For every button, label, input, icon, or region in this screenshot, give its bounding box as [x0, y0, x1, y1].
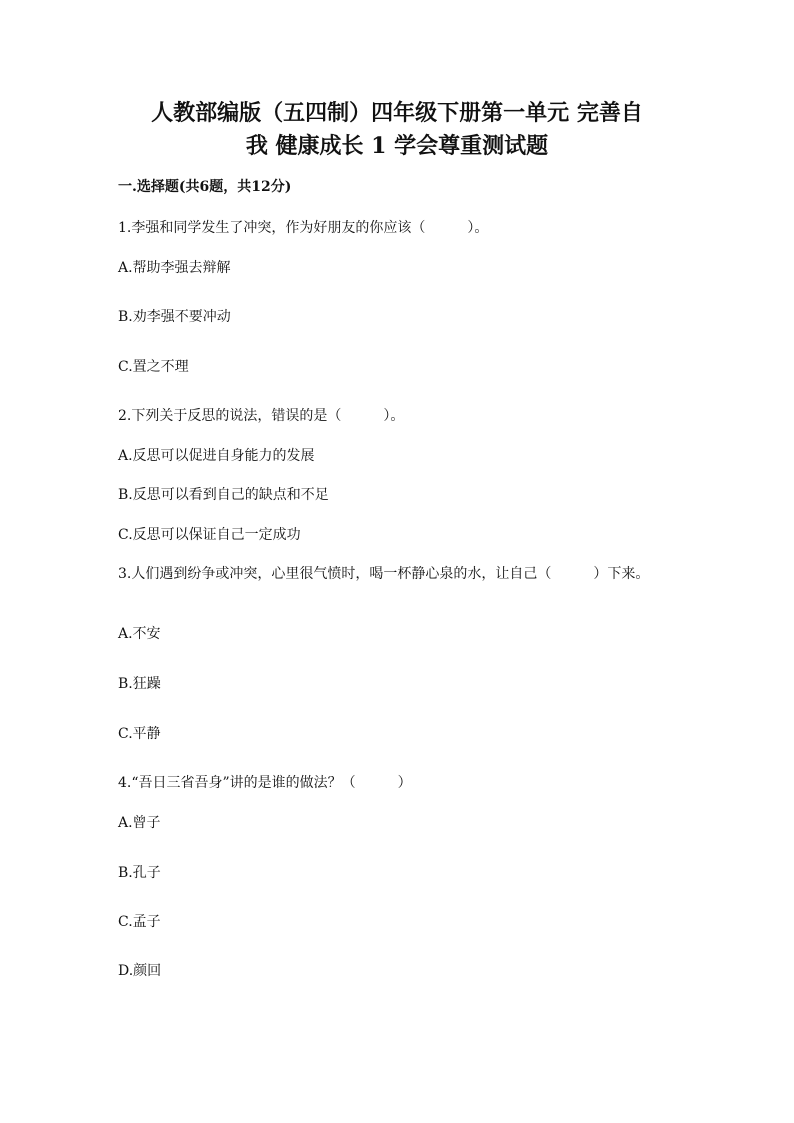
question-1-stem: 1.李强和同学发生了冲突，作为好朋友的你应该（ ）。: [118, 220, 489, 236]
question-1-option-b: B.劝李强不要冲动: [118, 309, 231, 325]
page-title-line-2: 我 健康成长 1 学会尊重测试题: [245, 133, 549, 159]
question-1-option-c: C.置之不理: [118, 359, 189, 375]
question-4-option-b: B.孔子: [118, 865, 161, 881]
question-1-option-a: A.帮助李强去辩解: [118, 260, 231, 276]
question-4-option-d: D.颜回: [118, 963, 162, 979]
question-3-option-c: C.平静: [118, 726, 161, 742]
question-2-option-c: C.反思可以保证自己一定成功: [118, 527, 301, 543]
question-4-option-a: A.曾子: [118, 815, 161, 831]
question-2-option-b: B.反思可以看到自己的缺点和不足: [118, 487, 329, 503]
question-2-option-a: A.反思可以促进自身能力的发展: [118, 448, 315, 464]
question-4-option-c: C.孟子: [118, 914, 161, 930]
section-heading: 一.选择题(共6题，共12分): [118, 179, 292, 195]
question-2-stem: 2.下列关于反思的说法，错误的是（ ）。: [118, 408, 405, 424]
page-title-line-1: 人教部编版（五四制）四年级下册第一单元 完善自: [151, 100, 643, 126]
question-3-option-b: B.狂躁: [118, 676, 161, 692]
question-3-stem: 3.人们遇到纷争或冲突，心里很气愤时，喝一杯静心泉的水，让自己（ ）下来。: [118, 566, 650, 582]
question-4-stem: 4.“吾日三省吾身”讲的是谁的做法？（ ）: [118, 775, 412, 791]
question-3-option-a: A.不安: [118, 626, 161, 642]
